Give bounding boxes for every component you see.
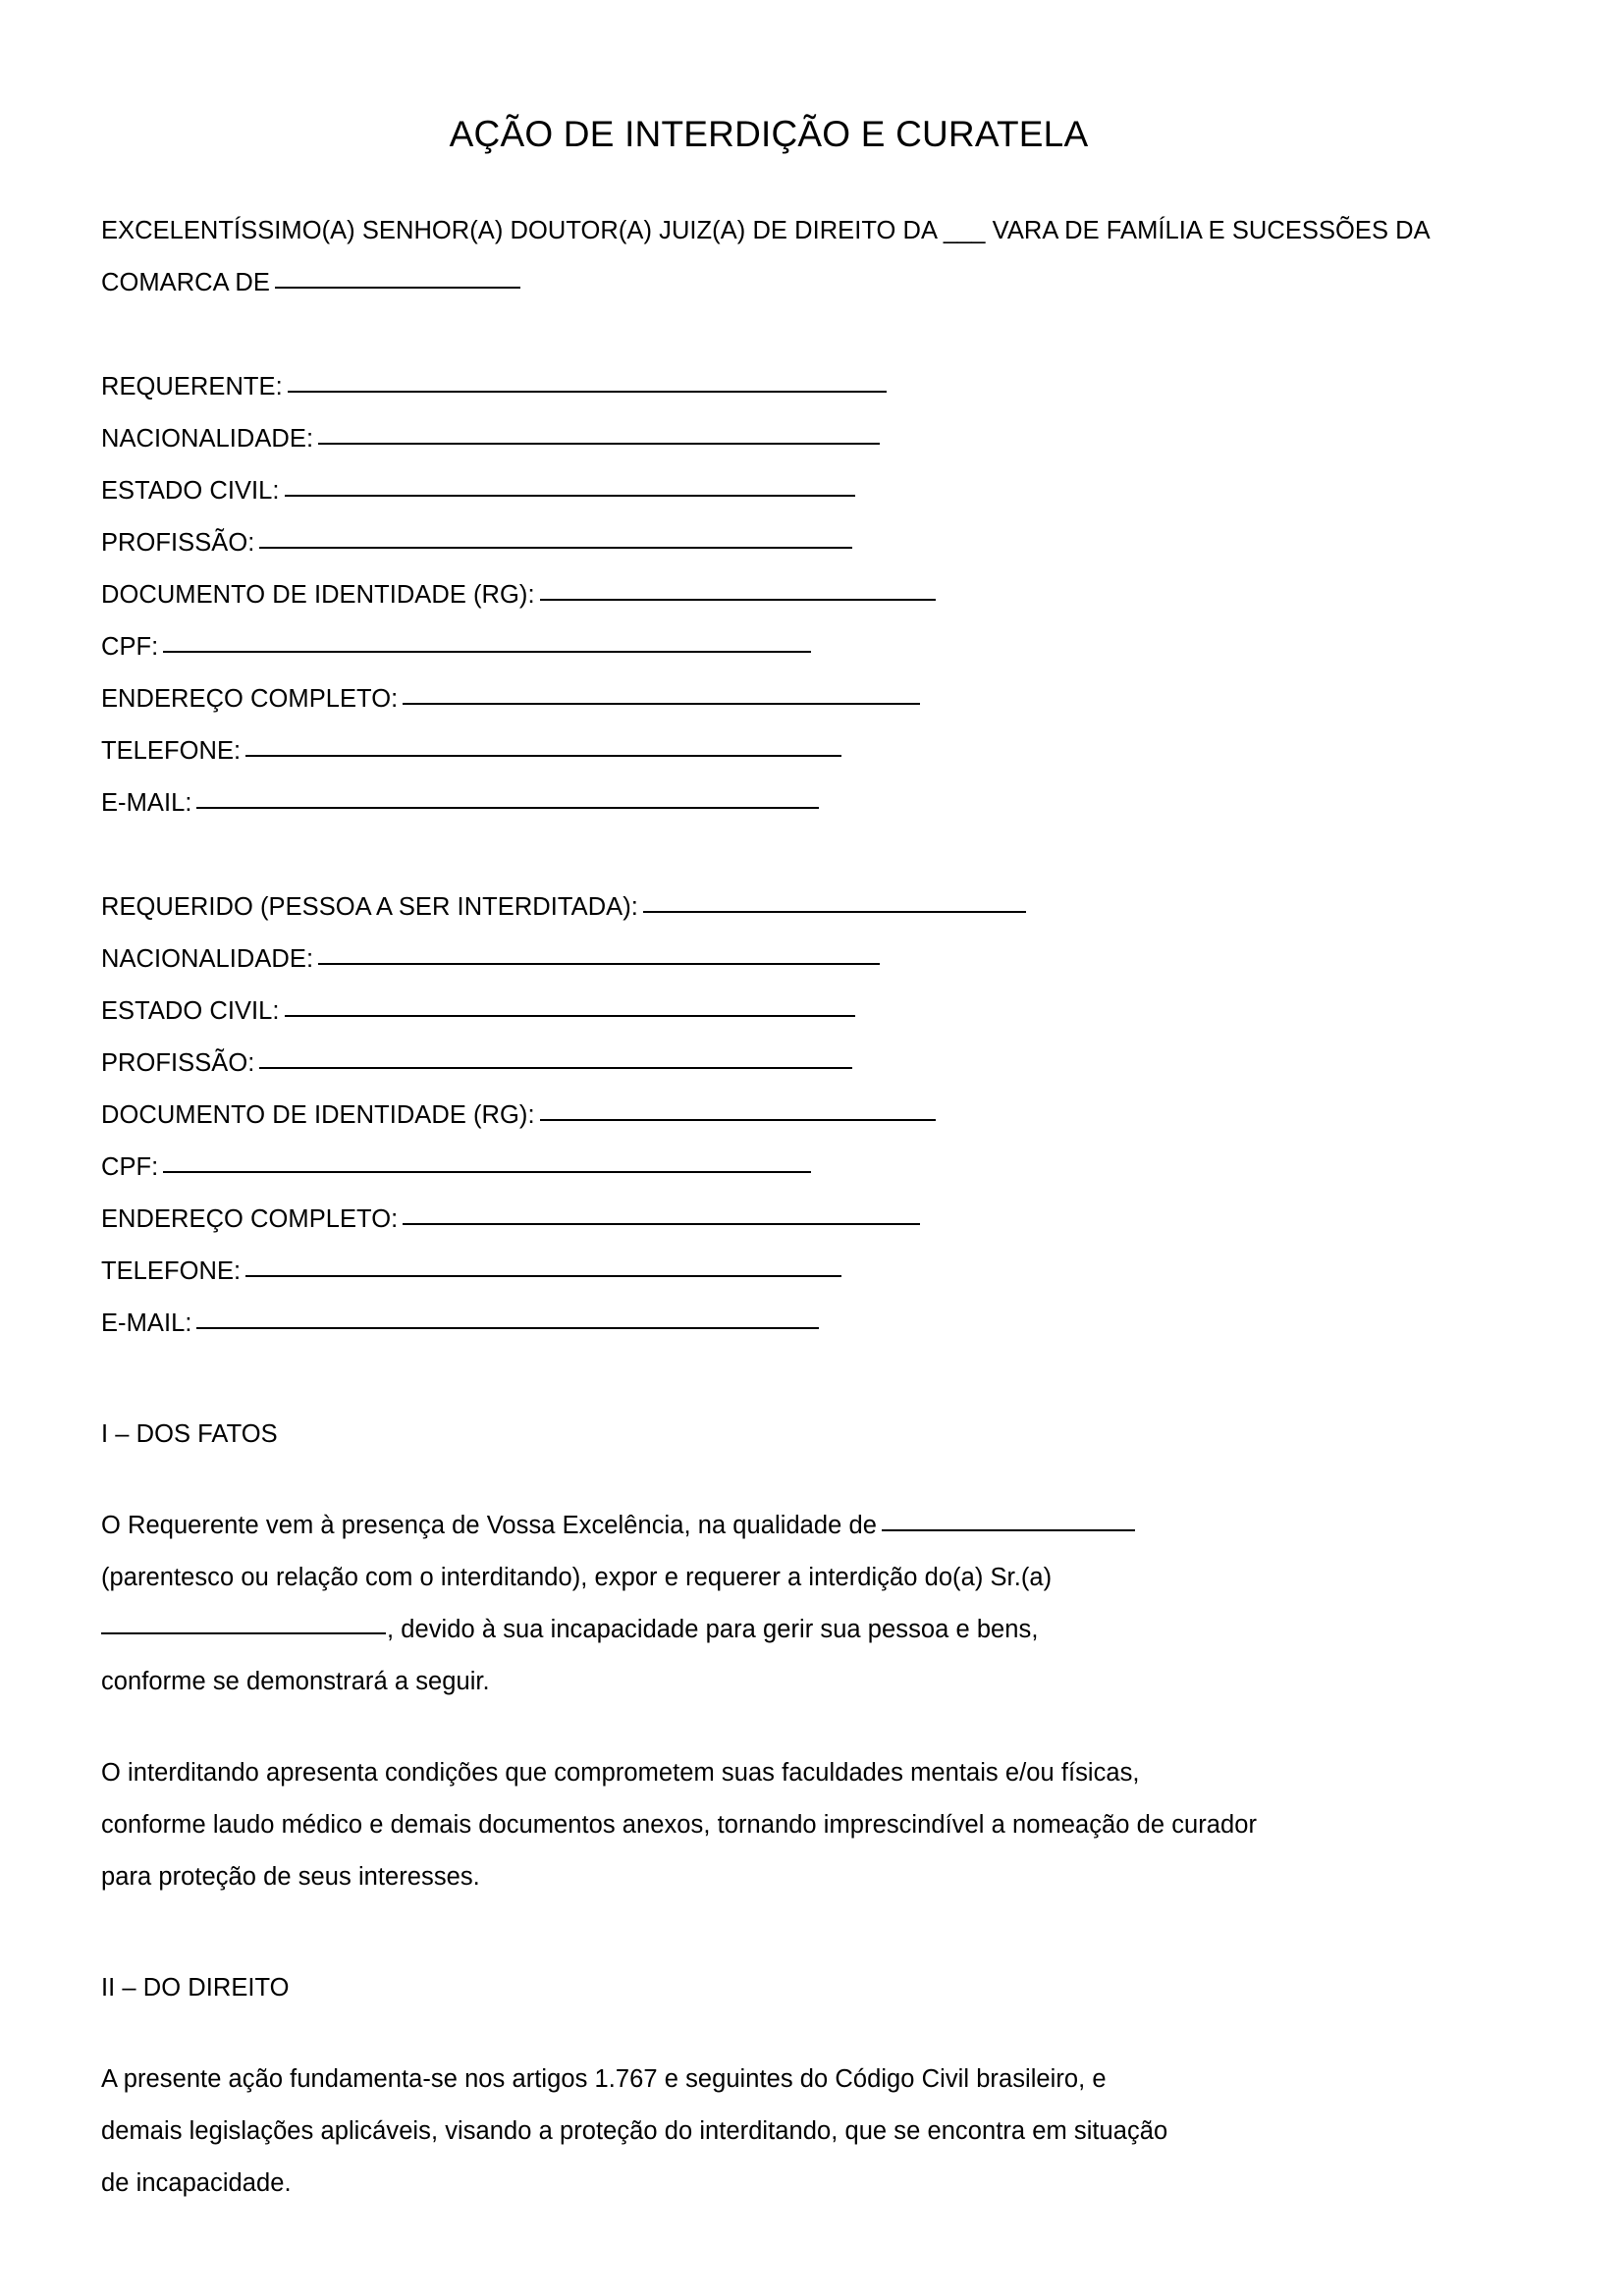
field-label: REQUERENTE: xyxy=(101,373,283,401)
comarca-blank-rule[interactable] xyxy=(275,287,520,289)
field-blank-rule[interactable] xyxy=(540,1119,936,1121)
field-label: E-MAIL: xyxy=(101,789,192,818)
form-field-row xyxy=(101,465,1554,517)
field-blank-rule[interactable] xyxy=(245,755,841,757)
field-label: ESTADO CIVIL: xyxy=(101,477,280,506)
section-heading-dos-fatos xyxy=(101,1409,1554,1461)
form-field-row xyxy=(101,1038,1554,1090)
court-address-line-2 xyxy=(101,257,1554,309)
field-blank-rule[interactable] xyxy=(259,547,852,549)
field-blank-rule[interactable] xyxy=(285,495,855,497)
paragraph-direito-1 xyxy=(101,2054,1554,2210)
form-field-row xyxy=(101,777,1554,829)
document-content xyxy=(101,0,1554,2210)
field-label: TELEFONE: xyxy=(101,737,242,766)
field-blank-rule[interactable] xyxy=(163,651,811,653)
form-field-row xyxy=(101,517,1554,569)
field-label: CPF: xyxy=(101,633,159,662)
paragraph-text: conforme laudo médico e demais documentos anexos, tornando imprescindível a nomeação de curador xyxy=(101,1811,1258,1840)
field-blank-rule[interactable] xyxy=(540,599,936,601)
field-label: E-MAIL: xyxy=(101,1309,192,1338)
paragraph-line xyxy=(101,1500,1554,1552)
field-blank-rule[interactable] xyxy=(196,1327,819,1329)
form-field-row xyxy=(101,413,1554,465)
paragraph-fatos-1 xyxy=(101,1500,1554,1708)
field-label: REQUERIDO (PESSOA A SER INTERDITADA): xyxy=(101,893,638,922)
paragraph-text: demais legislações aplicáveis, visando a proteção do interditando, que se encontra em situação xyxy=(101,2117,1168,2146)
court-address-text-a: EXCELENTÍSSIMO(A) SENHOR(A) DOUTOR(A) JUIZ(A) DE DIREITO DA xyxy=(101,217,937,245)
paragraph-line xyxy=(101,2054,1554,2106)
form-field-row xyxy=(101,881,1554,934)
page-title: AÇÃO DE INTERDIÇÃO E CURATELA xyxy=(449,114,1089,154)
form-field-row xyxy=(101,1246,1554,1298)
comarca-label: COMARCA DE xyxy=(101,269,270,297)
court-address-block xyxy=(101,205,1554,309)
field-label: CPF: xyxy=(101,1153,159,1182)
section-heading-text: I – DOS FATOS xyxy=(101,1420,278,1449)
paragraph-line xyxy=(101,2158,1554,2210)
paragraph-line xyxy=(101,1656,1554,1708)
paragraph-text: (parentesco ou relação com o interditando), expor e requerer a interdição do(a) Sr.(a) xyxy=(101,1564,1053,1592)
field-blank-rule[interactable] xyxy=(643,911,1026,913)
section-heading-do-direito xyxy=(101,1962,1554,2014)
section-heading-text: II – DO DIREITO xyxy=(101,1974,290,2002)
field-label: ESTADO CIVIL: xyxy=(101,997,280,1026)
field-blank-rule[interactable] xyxy=(196,807,819,809)
form-field-row xyxy=(101,1142,1554,1194)
field-blank-rule[interactable] xyxy=(288,391,887,393)
field-label: DOCUMENTO DE IDENTIDADE (RG): xyxy=(101,581,535,610)
requerido-fields-block xyxy=(101,881,1554,1350)
block-spacer xyxy=(101,829,1554,881)
form-field-row xyxy=(101,1194,1554,1246)
form-field-row xyxy=(101,621,1554,673)
court-address-text-b: VARA DE FAMÍLIA E SUCESSÕES DA xyxy=(992,217,1431,245)
field-blank-rule[interactable] xyxy=(285,1015,855,1017)
field-label: NACIONALIDADE: xyxy=(101,945,314,974)
court-address-line-1 xyxy=(101,205,1554,257)
field-label: ENDEREÇO COMPLETO: xyxy=(101,1205,399,1234)
paragraph-text: conforme se demonstrará a seguir. xyxy=(101,1668,490,1696)
form-field-row xyxy=(101,1298,1554,1350)
form-field-row xyxy=(101,934,1554,986)
form-field-row xyxy=(101,673,1554,725)
form-field-row xyxy=(101,986,1554,1038)
paragraph-line xyxy=(101,1552,1554,1604)
paragraph-text: para proteção de seus interesses. xyxy=(101,1863,480,1892)
field-label: DOCUMENTO DE IDENTIDADE (RG): xyxy=(101,1101,535,1130)
field-label: PROFISSÃO: xyxy=(101,529,255,558)
vara-number-blank: ___ xyxy=(943,217,986,245)
field-blank-rule[interactable] xyxy=(163,1171,811,1173)
form-field-row xyxy=(101,725,1554,777)
paragraph-fatos-2 xyxy=(101,1747,1554,1903)
field-blank-rule[interactable] xyxy=(403,703,920,705)
field-label: PROFISSÃO: xyxy=(101,1049,255,1078)
field-blank-rule[interactable] xyxy=(318,963,880,965)
form-field-row xyxy=(101,569,1554,621)
nome-interditando-blank-rule[interactable] xyxy=(101,1632,386,1634)
paragraph-text: de incapacidade. xyxy=(101,2169,292,2198)
paragraph-line xyxy=(101,1747,1554,1799)
paragraph-text: A presente ação fundamenta-se nos artigos 1.767 e seguintes do Código Civil brasileiro, e xyxy=(101,2065,1107,2094)
field-label: TELEFONE: xyxy=(101,1257,242,1286)
field-blank-rule[interactable] xyxy=(245,1275,841,1277)
requerente-fields-block xyxy=(101,361,1554,829)
qualidade-blank-rule[interactable] xyxy=(882,1529,1135,1531)
paragraph-line xyxy=(101,2106,1554,2158)
field-blank-rule[interactable] xyxy=(403,1223,920,1225)
paragraph-text: O interditando apresenta condições que comprometem suas faculdades mentais e/ou físicas, xyxy=(101,1759,1140,1788)
field-blank-rule[interactable] xyxy=(259,1067,852,1069)
paragraph-line xyxy=(101,1604,1554,1656)
form-field-row xyxy=(101,361,1554,413)
paragraph-line xyxy=(101,1799,1554,1851)
paragraph-line xyxy=(101,1851,1554,1903)
field-blank-rule[interactable] xyxy=(318,443,880,445)
paragraph-text: , devido à sua incapacidade para gerir sua pessoa e bens, xyxy=(387,1616,1039,1644)
paragraph-text: O Requerente vem à presença de Vossa Excelência, na qualidade de xyxy=(101,1512,877,1540)
field-label: ENDEREÇO COMPLETO: xyxy=(101,685,399,714)
form-field-row xyxy=(101,1090,1554,1142)
field-label: NACIONALIDADE: xyxy=(101,425,314,454)
